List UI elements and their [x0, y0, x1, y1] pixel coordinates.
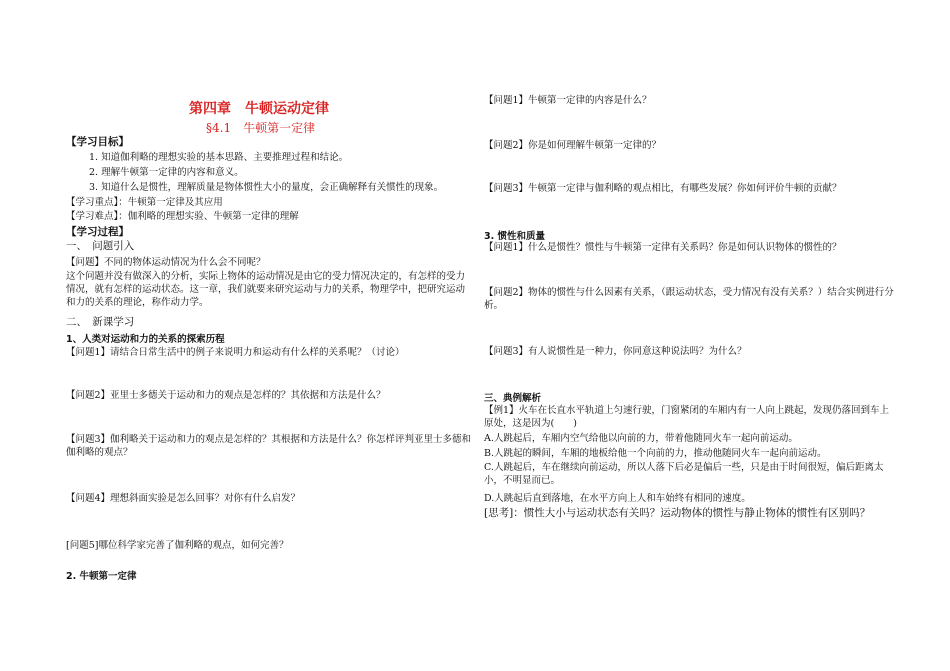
question-2: 【问题2】亚里士多德关于运动和力的观点是怎样的？其依据和方法是什么？	[66, 390, 386, 401]
question-3: 【问题3】伽利略关于运动和力的观点是怎样的？其根据和方法是什么？你怎样评判亚里士多德和伽利略的观点？	[66, 434, 472, 458]
chapter-title: 第四章 牛顿运动定律	[189, 101, 329, 117]
inertia-question-3: 【问题3】有人说惯性是一种力，你同意这种说法吗？为什么？	[484, 346, 747, 357]
question-1: 【问题1】请结合日常生活中的例子来说明力和运动有什么样的关系呢？（讨论）	[66, 347, 405, 358]
option-c: C.人跳起后，车在继续向前运动，所以人落下后必是偏后一些，只是由于时间很短，偏后距离太小，不明显而已。	[484, 462, 884, 486]
question-5: [问题5]哪位科学家完善了伽利略的观点，如何完善？	[66, 540, 289, 551]
section-title: §4.1 牛顿第一定律	[206, 121, 316, 135]
inertia-question-1: 【问题1】什么是惯性？惯性与牛顿第一定律有关系吗？你是如何认识物体的惯性的？	[484, 242, 842, 253]
law-question-3: 【问题3】牛顿第一定律与伽利略的观点相比，有哪些发展？你如何评价牛顿的贡献？	[484, 183, 842, 194]
intro-paragraph: 这个问题并没有做深入的分析，实际上物体的运动情况是由它的受力情况决定的，有怎样的受力情况，就有怎样的运动状态。这一章，我们就要来研究运动与力的关系，物理学中，把研究运动和力的关系的理论，称作动力学。	[66, 271, 466, 308]
goal-item: 1. 知道伽利略的理想实验的基本思路、主要推理过程和结论。	[89, 152, 349, 163]
process-heading: 【学习过程】	[66, 226, 129, 238]
option-a: A.人跳起后，车厢内空气给他以向前的力，带着他随同火车一起向前运动。	[484, 433, 798, 444]
section-three-title: 3. 惯性和质量	[484, 231, 546, 242]
key-point: 【学习重点】：牛顿第一定律及其应用	[66, 197, 223, 208]
option-b: B.人跳起的瞬间，车厢的地板给他一个向前的力，推动他随同火车一起向前运动。	[484, 448, 827, 459]
goal-item: 2. 理解牛顿第一定律的内容和意义。	[89, 167, 244, 178]
law-question-2: 【问题2】你是如何理解牛顿第一定律的？	[484, 140, 662, 151]
goals-heading: 【学习目标】	[66, 136, 129, 148]
question-4: 【问题4】理想斜面实验是怎么回事？对你有什么启发？	[66, 493, 301, 504]
option-d: D.人跳起后直到落地，在水平方向上人和车始终有相同的速度。	[484, 493, 751, 504]
section-two-title: 2. 牛顿第一定律	[66, 571, 137, 582]
goal-item: 3. 知道什么是惯性，理解质量是物体惯性大小的量度，会正确解释有关惯性的现象。	[89, 182, 444, 193]
example-1: 【例1】火车在长直水平轨道上匀速行驶，门窗紧闭的车厢内有一人向上跳起，发现仍落回到车上原处，这是因为( )	[484, 405, 890, 429]
intro-question: 【问题】不同的物体运动情况为什么会不同呢？	[66, 257, 266, 268]
part-one-title: 一、 问题引入	[66, 240, 135, 252]
law-question-1: 【问题1】牛顿第一定律的内容是什么？	[484, 95, 652, 106]
inertia-question-2: 【问题2】物体的惯性与什么因素有关系，（跟运动状态，受力情况有没有关系？）结合实例进行分析。	[484, 287, 894, 311]
part-two-title: 二、 新课学习	[66, 316, 135, 328]
think-question: [思考]：惯性大小与运动状态有关吗？运动物体的惯性与静止物体的惯性有区别吗？	[484, 507, 871, 519]
part-three-title: 三、典例解析	[484, 393, 542, 404]
section-one-title: 1、人类对运动和力的关系的探索历程	[66, 334, 225, 345]
difficulty: 【学习难点】：伽利略的理想实验、牛顿第一定律的理解	[66, 211, 299, 222]
